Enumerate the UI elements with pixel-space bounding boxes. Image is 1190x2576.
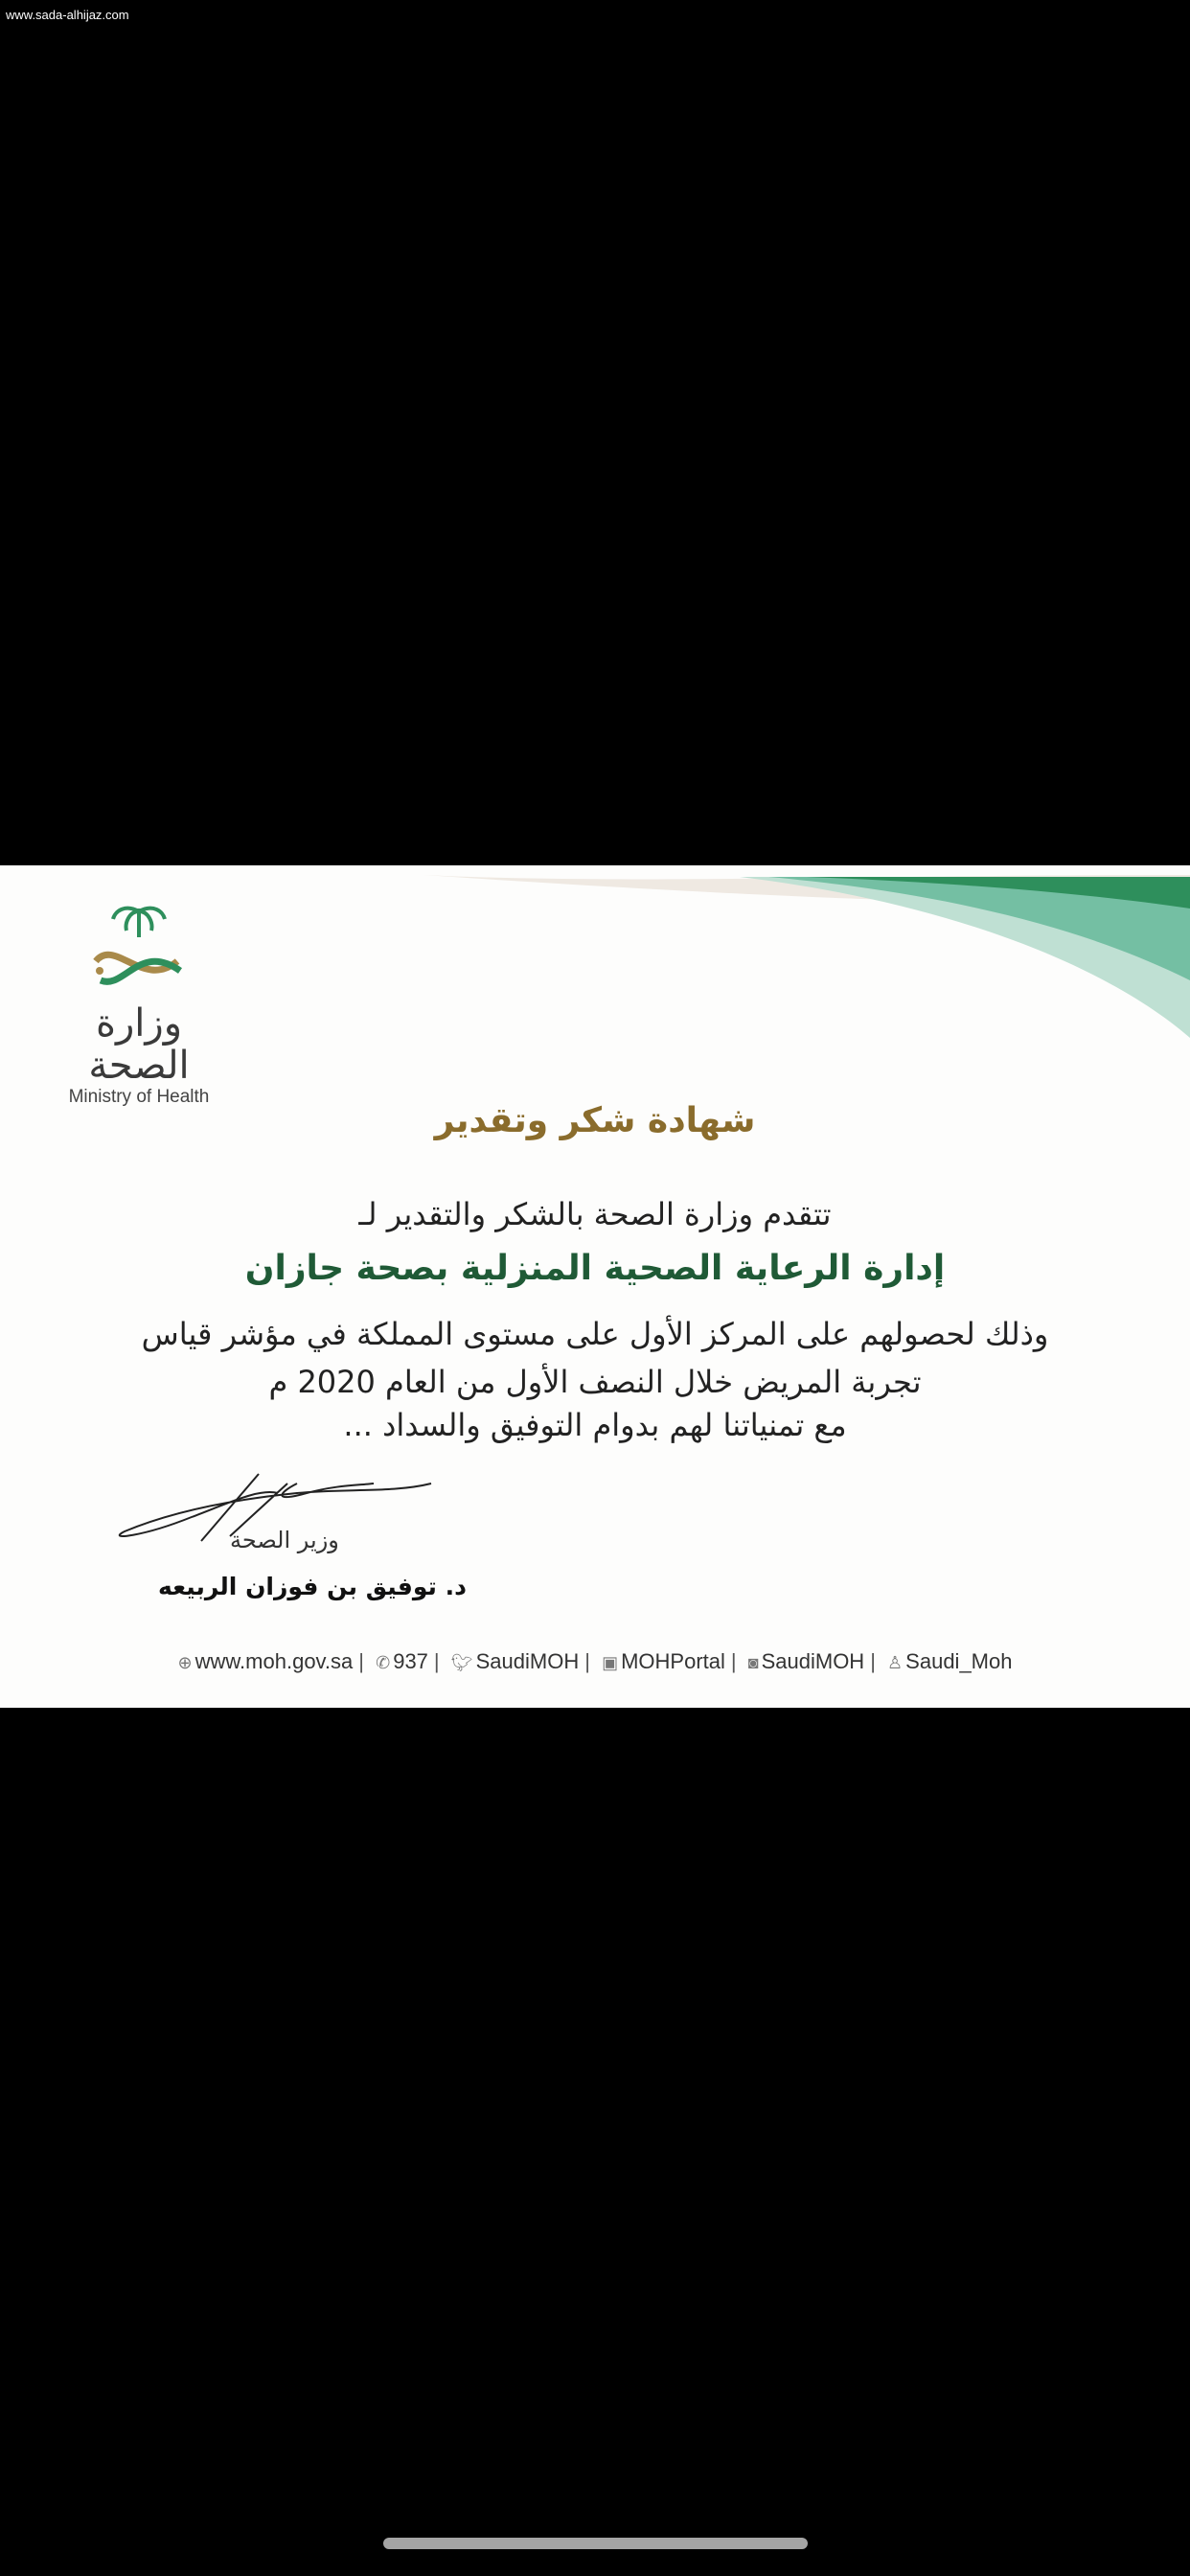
footer-snapchat: ♙ Saudi_Moh (887, 1649, 1013, 1673)
footer-twitter: 🐦︎ SaudiMOH (450, 1649, 580, 1673)
certificate-image (0, 865, 1190, 1708)
signer-role: وزير الصحة (230, 1527, 339, 1553)
youtube-icon: ▣ (602, 1653, 619, 1672)
watermark: www.sada-alhijaz.com (6, 8, 129, 22)
home-indicator[interactable] (383, 2538, 808, 2549)
footer-youtube: ▣ MOHPortal (602, 1649, 725, 1673)
certificate-title: شهادة شكر وتقدير (434, 1101, 756, 1140)
footer-phone: ✆ 937 (376, 1649, 428, 1673)
body-line: وذلك لحصولهم على المركز الأول على مستوى المملكة في مؤشر قياس (141, 1316, 1049, 1352)
logo-arabic: وزارة الصحة (88, 1001, 190, 1088)
decorative-wave (423, 865, 1190, 1057)
body-line: مع تمنياتنا لهم بدوام التوفيق والسداد ... (343, 1407, 847, 1443)
instagram-icon: ◙ (747, 1653, 759, 1672)
signer-name: د. توفيق بن فوزان الربيعه (158, 1573, 467, 1600)
intro-text: تتقدم وزارة الصحة بالشكر والتقدير لـ (358, 1196, 832, 1232)
moh-logo (43, 904, 235, 1108)
body-line: تجربة المريض خلال النصف الأول من العام 2020 م (268, 1364, 922, 1400)
palm-emblem-icon (86, 904, 192, 995)
footer-instagram: ◙ SaudiMOH (747, 1649, 865, 1673)
footer-website: ⊕ www.moh.gov.sa (177, 1649, 354, 1673)
recipient-name: إدارة الرعاية الصحية المنزلية بصحة جازان (244, 1249, 946, 1288)
contact-footer: ⊕ www.moh.gov.sa | ✆ 937 | 🐦︎ SaudiMOH | ▣ MOHPortal | ◙ SaudiMOH | ♙ Saudi_Moh (177, 1649, 1013, 1673)
logo-english: Ministry of Health (68, 1087, 210, 1107)
snapchat-icon: ♙ (887, 1653, 904, 1672)
twitter-icon: 🐦︎ (450, 1653, 473, 1672)
phone-icon: ✆ (376, 1653, 391, 1672)
globe-icon: ⊕ (177, 1653, 193, 1672)
